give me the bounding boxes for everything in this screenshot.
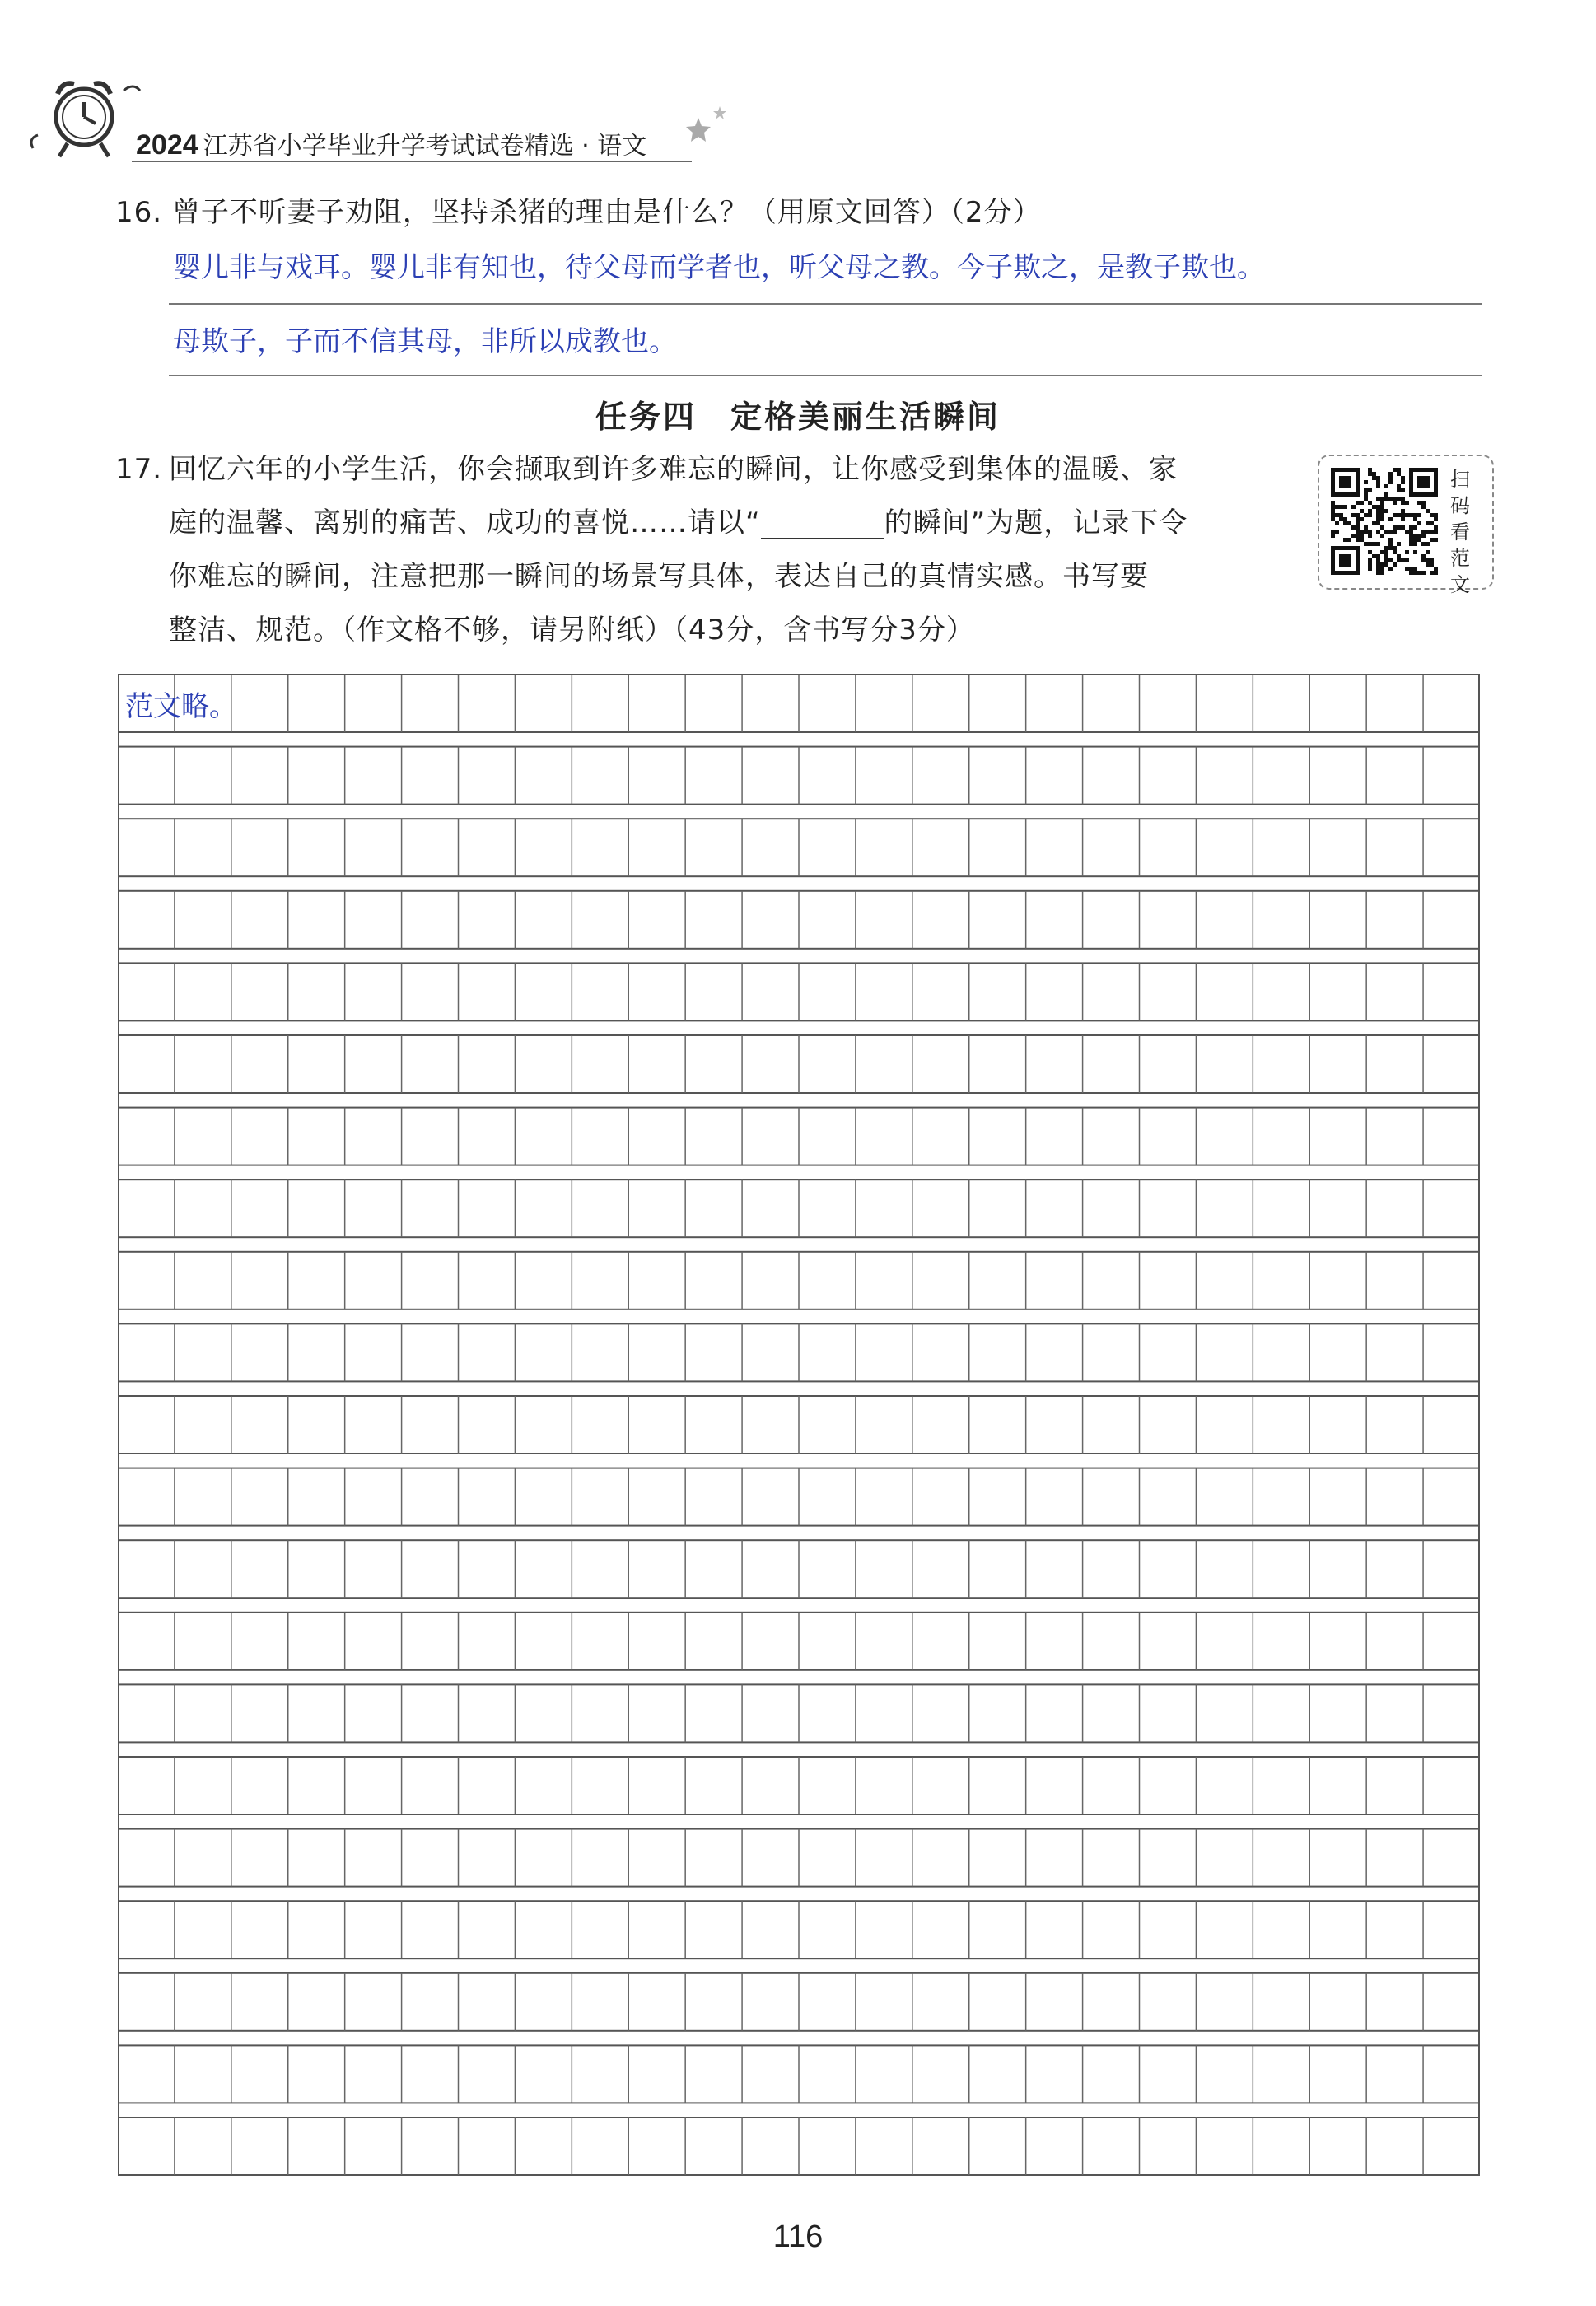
q17-line2-post: 的瞬间”为题，记录下令: [884, 506, 1188, 539]
qr-label-char: 码: [1450, 494, 1470, 517]
header-title: [136, 125, 646, 161]
header-year: 2024: [136, 129, 198, 161]
qr-label-char: 文: [1450, 573, 1470, 596]
grid-row[interactable]: [119, 1901, 1479, 1973]
grid-row[interactable]: [119, 1973, 1479, 2046]
grid-row[interactable]: [119, 891, 1479, 964]
qr-label-char: 扫: [1450, 468, 1470, 491]
grid-row[interactable]: [119, 1829, 1479, 1902]
header-title-text: 江苏省小学毕业升学考试试卷精选 · 语文: [203, 132, 647, 161]
grid-row[interactable]: [119, 1396, 1479, 1468]
title-blank[interactable]: [761, 513, 884, 539]
grid-row[interactable]: [119, 1323, 1479, 1396]
qr-code-box[interactable]: [1318, 455, 1494, 596]
section-heading: 任务四 定格美丽生活瞬间: [595, 399, 1001, 435]
q17-number: 17.: [115, 453, 163, 486]
q16-question: 16. 曾子不听妻子劝阻，坚持杀猪的理由是什么？（用原文回答）（2分）: [115, 196, 1042, 229]
essay-answer: 范文略。: [125, 690, 237, 723]
grid-row[interactable]: [119, 2045, 1479, 2117]
qr-code-icon: [1331, 468, 1438, 575]
grid-row[interactable]: [119, 1468, 1479, 1541]
grid-row[interactable]: [119, 1613, 1479, 1685]
q17-text-line2: [169, 506, 1188, 539]
q17-line2-pre: 庭的温馨、离别的痛苦、成功的喜悦……请以“: [169, 506, 761, 539]
answer-rule: [169, 375, 1482, 376]
header-rule: [132, 161, 692, 162]
grid-row[interactable]: [119, 1757, 1479, 1829]
qr-label: [1448, 466, 1472, 598]
grid-row[interactable]: [119, 819, 1479, 891]
alarm-clock-icon: [25, 66, 148, 173]
q16-answer-line1: 婴儿非与戏耳。婴儿非有知也，待父母而学者也，听父母之教。今子欺之，是教子欺也。: [173, 251, 1265, 284]
grid-row[interactable]: [119, 1684, 1479, 1757]
essay-writing-grid[interactable]: [118, 674, 1480, 2189]
grid-row[interactable]: [119, 963, 1479, 1035]
q17-text-line3: 你难忘的瞬间，注意把那一瞬间的场景写具体，表达自己的真情实感。书写要: [169, 560, 1149, 593]
grid-row[interactable]: [119, 675, 1479, 747]
grid-row[interactable]: [119, 2117, 1479, 2175]
stars-icon: [684, 103, 733, 144]
grid-row[interactable]: [119, 1035, 1479, 1108]
grid-row[interactable]: [119, 1179, 1479, 1252]
qr-label-char: 范: [1450, 547, 1470, 570]
grid-row[interactable]: [119, 747, 1479, 819]
grid-row[interactable]: [119, 1252, 1479, 1324]
q17-text-line1: 回忆六年的小学生活，你会撷取到许多难忘的瞬间，让你感受到集体的温暖、家: [169, 453, 1178, 486]
q16-answer-line2: 母欺子，子而不信其母，非所以成教也。: [173, 325, 677, 358]
grid-row[interactable]: [119, 1108, 1479, 1180]
answer-rule: [169, 303, 1482, 305]
q17-text-line4: 整洁、规范。（作文格不够，请另附纸）（43分，含书写分3分）: [169, 614, 975, 647]
qr-label-char: 看: [1450, 520, 1470, 544]
page-number: 116: [772, 2220, 824, 2254]
grid-row[interactable]: [119, 1540, 1479, 1613]
